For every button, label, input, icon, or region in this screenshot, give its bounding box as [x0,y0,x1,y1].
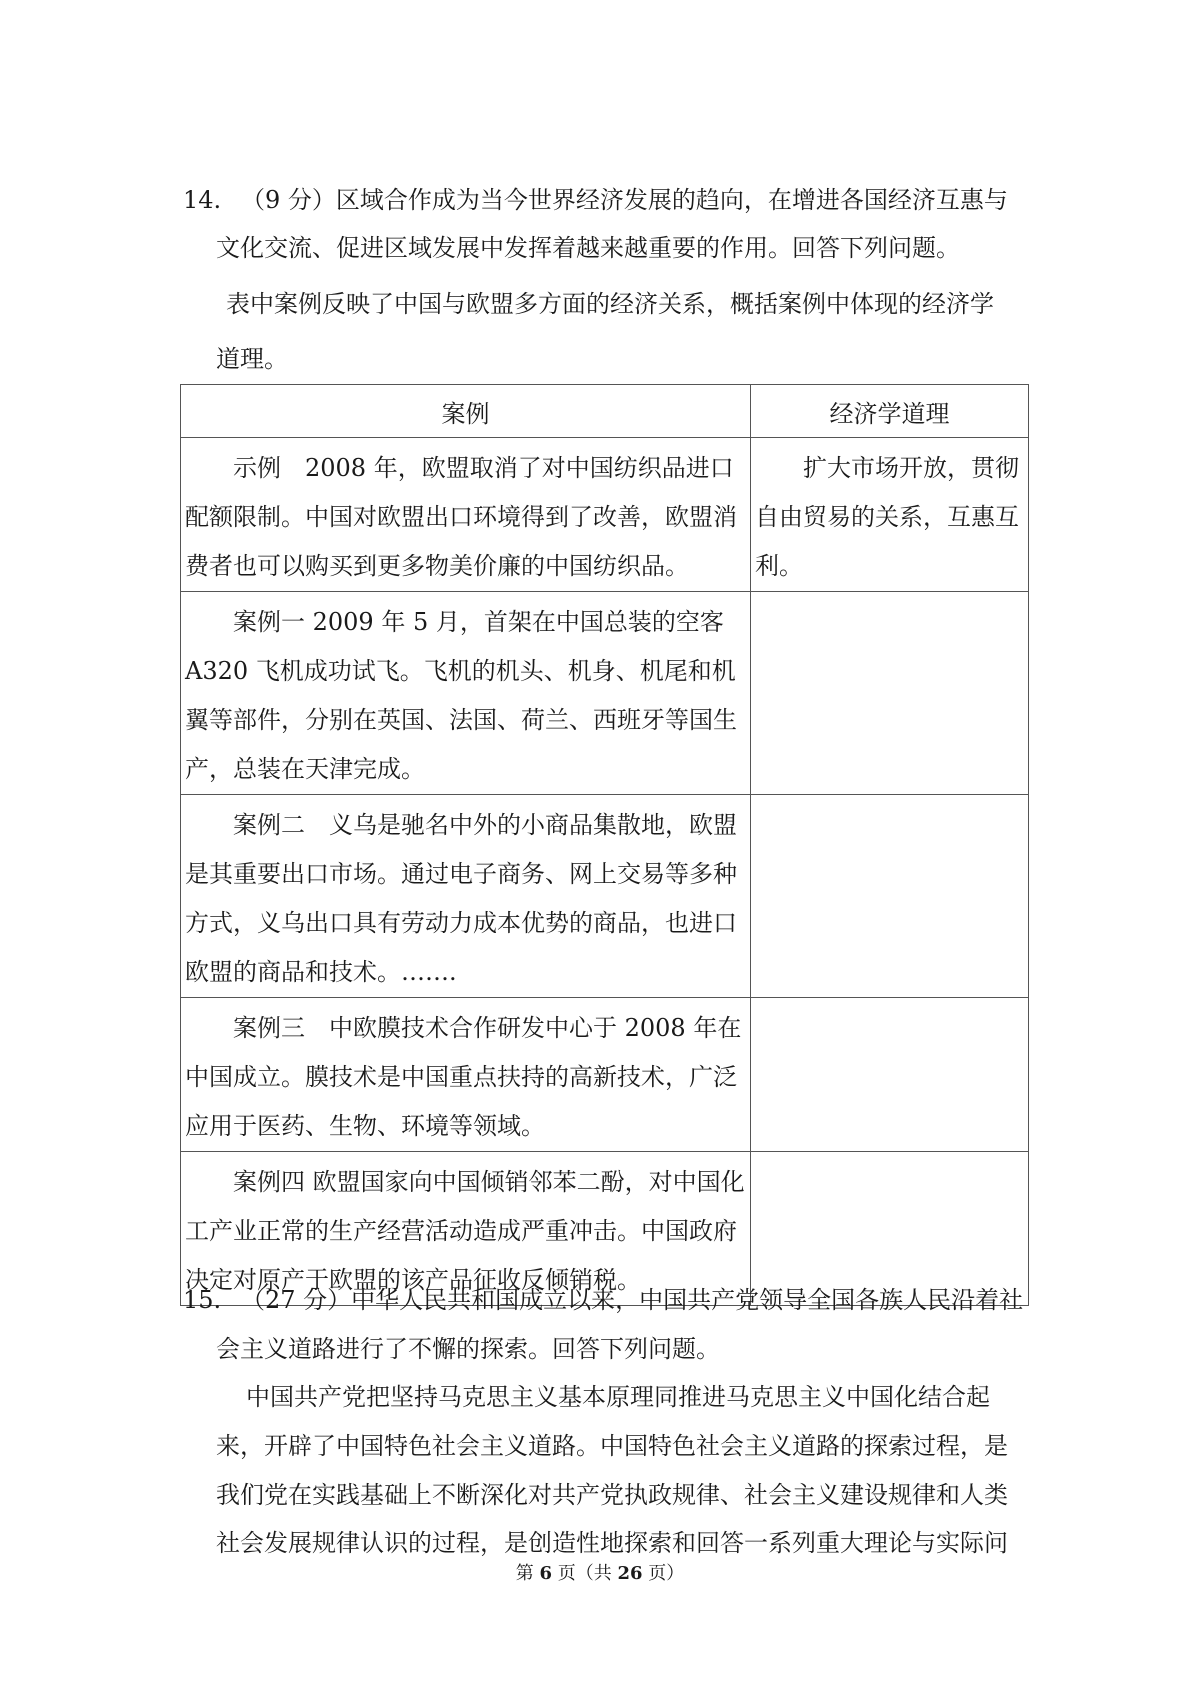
footer-prefix: 第 [515,1563,534,1584]
q15-line-1 [183,1284,1023,1316]
case-cell: 示例 2008 年，欧盟取消了对中国纺织品进口配额限制。中国对欧盟出口环境得到了改善，欧盟消费者也可以购买到更多物美价廉的中国纺织品。 [185,454,737,580]
principle-cell [751,592,1028,598]
table-row [181,592,1029,795]
table-row [181,795,1029,998]
footer-total-pages: 26 [617,1563,643,1584]
table-header-row [181,385,1029,438]
case-table [180,384,1029,1306]
footer-page-number: 6 [539,1563,552,1584]
q15-number: 15. [183,1286,222,1314]
table-row [181,998,1029,1152]
case-cell: 案例一 2009 年 5 月，首架在中国总装的空客 A320 飞机成功试飞。飞机的机头、机身、机尾和机翼等部件，分别在英国、法国、荷兰、西班牙等国生产，总装在天津完成。 [185,608,737,783]
header-principle: 经济学道理 [751,385,1029,438]
principle-cell: 扩大市场开放，贯彻自由贸易的关系，互惠互利。 [755,454,1019,580]
q15-stem-1: （27 分）中华人民共和国成立以来，中国共产党领导全国各族人民沿着社 [241,1286,1024,1314]
q15-line-2: 会主义道路进行了不懈的探索。回答下列问题。 [216,1335,720,1363]
q14-line-2: 文化交流、促进区域发展中发挥着越来越重要的作用。回答下列问题。 [216,234,960,262]
principle-cell [751,998,1028,1004]
q15-line-4: 来，开辟了中国特色社会主义道路。中国特色社会主义道路的探索过程，是 [216,1432,1008,1460]
q14-line-1 [183,184,1008,216]
q14-number: 14. [183,186,222,214]
principle-cell [751,795,1028,801]
header-case: 案例 [181,385,751,438]
q14-line-4: 道理。 [216,345,288,373]
q15-line-3: 中国共产党把坚持马克思主义基本原理同推进马克思主义中国化结合起 [246,1383,990,1411]
q15-line-5: 我们党在实践基础上不断深化对共产党执政规律、社会主义建设规律和人类 [216,1481,1008,1509]
table-row [181,1152,1029,1306]
footer-middle: 页（共 [557,1563,612,1584]
case-cell: 案例二 义乌是驰名中外的小商品集散地，欧盟是其重要出口市场。通过电子商务、网上交易等多种方式，义乌出口具有劳动力成本优势的商品，也进口欧盟的商品和技术。……. [185,811,737,986]
table-row [181,438,1029,592]
q14-stem-1: （9 分）区域合作成为当今世界经济发展的趋向，在增进各国经济互惠与 [241,186,1008,214]
case-cell: 案例四 欧盟国家向中国倾销邻苯二酚，对中国化工产业正常的生产经营活动造成严重冲击。中国政府决定对原产于欧盟的该产品征收反倾销税。 [185,1168,745,1294]
q15-line-6: 社会发展规律认识的过程，是创造性地探索和回答一系列重大理论与实际问 [216,1529,1008,1557]
case-cell: 案例三 中欧膜技术合作研发中心于 2008 年在中国成立。膜技术是中国重点扶持的高新技术，广泛应用于医药、生物、环境等领域。 [185,1014,742,1140]
q14-line-3: 表中案例反映了中国与欧盟多方面的经济关系，概括案例中体现的经济学 [226,290,994,318]
principle-cell [751,1152,1028,1158]
page-footer [0,1562,1200,1586]
footer-suffix: 页） [648,1563,685,1584]
